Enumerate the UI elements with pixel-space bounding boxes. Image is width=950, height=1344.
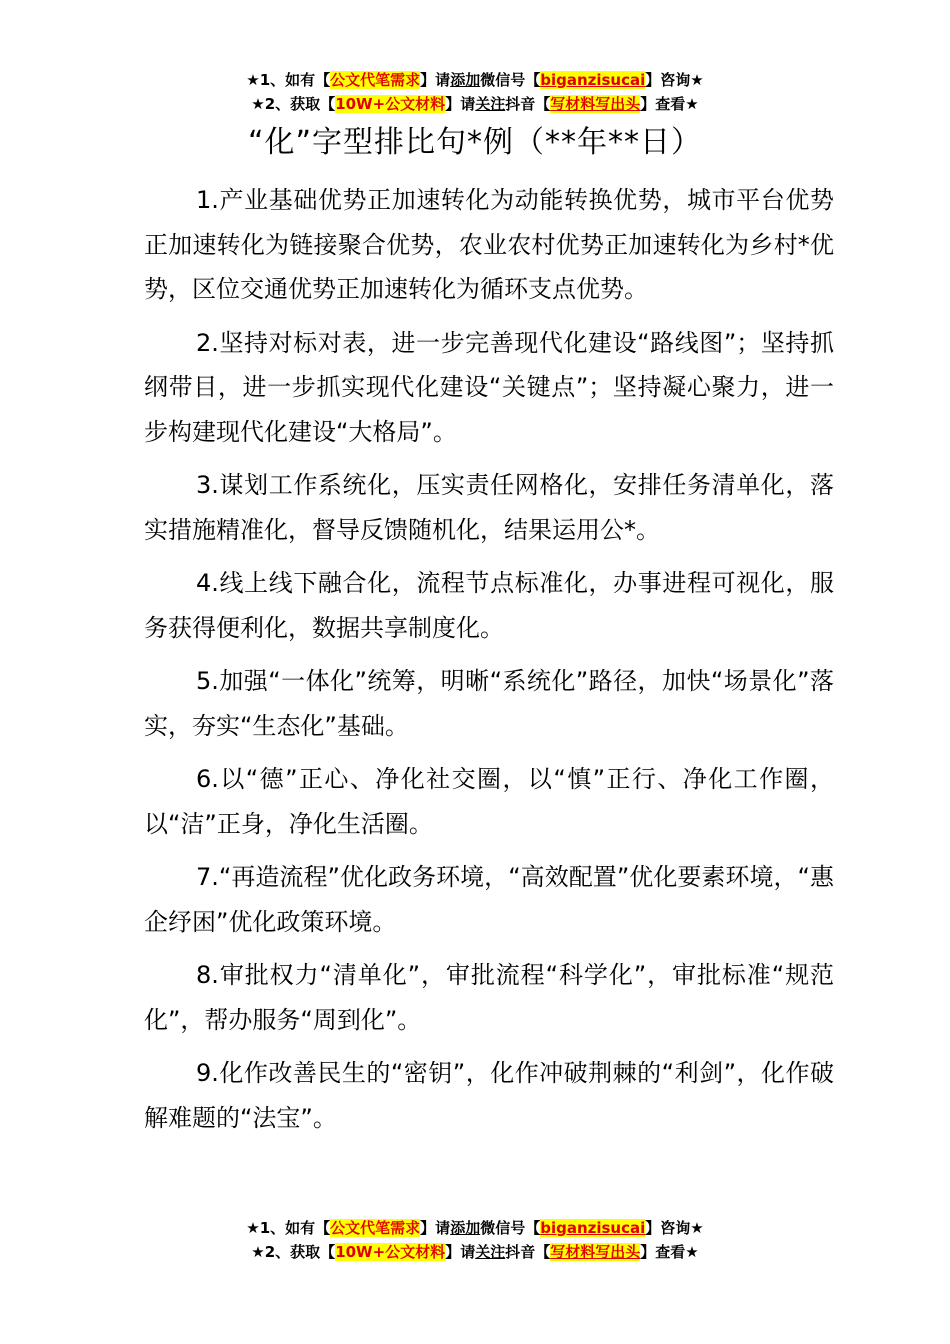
promo-line-2 bbox=[0, 92, 950, 116]
promo-douyin-id: 写材料写出头 bbox=[550, 1243, 641, 1261]
promo-text: 微信号【 bbox=[480, 71, 541, 89]
promo-text: 微信号【 bbox=[480, 1219, 541, 1237]
document-body bbox=[144, 178, 834, 1149]
promo-line-2 bbox=[0, 1240, 950, 1264]
paragraph-1: 1.产业基础优势正加速转化为动能转换优势，城市平台优势正加速转化为链接聚合优势，农业农村优势正加速转化为乡村*优势，区位交通优势正加速转化为循环支点优势。 bbox=[144, 186, 834, 303]
promo-text: 2、获取【 bbox=[264, 1243, 336, 1261]
header-promo-banner bbox=[0, 68, 950, 116]
promo-underlined-text: 关注 bbox=[475, 1243, 506, 1261]
promo-line-1 bbox=[0, 1216, 950, 1240]
paragraph-5: 5.加强“一体化”统筹，明晰“系统化”路径，加快“场景化”落实，夯实“生态化”基础。 bbox=[144, 667, 834, 740]
paragraph-7: 7.“再造流程”优化政务环境，“高效配置”优化要素环境，“惠企纾困”优化政策环境。 bbox=[144, 863, 834, 936]
paragraph-9: 9.化作改善民生的“密钥”，化作冲破荆棘的“利剑”，化作破解难题的“法宝”。 bbox=[144, 1059, 834, 1132]
promo-text: 】咨询★ bbox=[645, 71, 704, 89]
promo-underlined-text: 添加 bbox=[450, 1219, 481, 1237]
star-icon: ★ bbox=[246, 1219, 260, 1237]
promo-text: 】咨询★ bbox=[645, 1219, 704, 1237]
star-icon: ★ bbox=[246, 71, 260, 89]
promo-highlight: 10W+公文材料 bbox=[335, 95, 446, 113]
promo-text: 抖音【 bbox=[505, 1243, 551, 1261]
promo-underlined-text: 关注 bbox=[475, 95, 506, 113]
promo-text: 1、如有【 bbox=[259, 1219, 331, 1237]
promo-douyin-id: 写材料写出头 bbox=[550, 95, 641, 113]
promo-text: 抖音【 bbox=[505, 95, 551, 113]
promo-text: 】请 bbox=[420, 1219, 451, 1237]
footer-promo-banner bbox=[0, 1216, 950, 1264]
promo-wechat-id: biganzisucai bbox=[540, 1219, 646, 1237]
paragraph-4: 4.线上线下融合化，流程节点标准化，办事进程可视化，服务获得便利化，数据共享制度化。 bbox=[144, 569, 834, 642]
promo-wechat-id: biganzisucai bbox=[540, 71, 646, 89]
star-icon: ★ bbox=[251, 95, 265, 113]
promo-highlight: 公文代笔需求 bbox=[330, 71, 421, 89]
promo-text: 】查看★ bbox=[640, 95, 699, 113]
document-title: “化”字型排比句*例（**年**日） bbox=[247, 125, 703, 160]
star-icon: ★ bbox=[251, 1243, 265, 1261]
promo-line-1 bbox=[0, 68, 950, 92]
paragraph-8: 8.审批权力“清单化”，审批流程“科学化”，审批标准“规范化”，帮办服务“周到化”。 bbox=[144, 961, 834, 1034]
paragraph-2: 2.坚持对标对表，进一步完善现代化建设“路线图”；坚持抓纲带目，进一步抓实现代化建设“关键点”；坚持凝心聚力，进一步构建现代化建设“大格局”。 bbox=[144, 328, 834, 446]
promo-highlight: 公文代笔需求 bbox=[330, 1219, 421, 1237]
promo-text: 】请 bbox=[445, 1243, 476, 1261]
paragraph-3: 3.谋划工作系统化，压实责任网格化，安排任务清单化，落实措施精准化，督导反馈随机化，结果运用公*。 bbox=[144, 471, 834, 544]
promo-text: 2、获取【 bbox=[264, 95, 336, 113]
paragraph-6: 6.以“德”正心、净化社交圈，以“慎”正行、净化工作圈，以“洁”正身，净化生活圈。 bbox=[144, 765, 834, 838]
promo-text: 】请 bbox=[420, 71, 451, 89]
promo-highlight: 10W+公文材料 bbox=[335, 1243, 446, 1261]
promo-text: 】查看★ bbox=[640, 1243, 699, 1261]
promo-text: 1、如有【 bbox=[259, 71, 331, 89]
promo-text: 】请 bbox=[445, 95, 476, 113]
promo-underlined-text: 添加 bbox=[450, 71, 481, 89]
